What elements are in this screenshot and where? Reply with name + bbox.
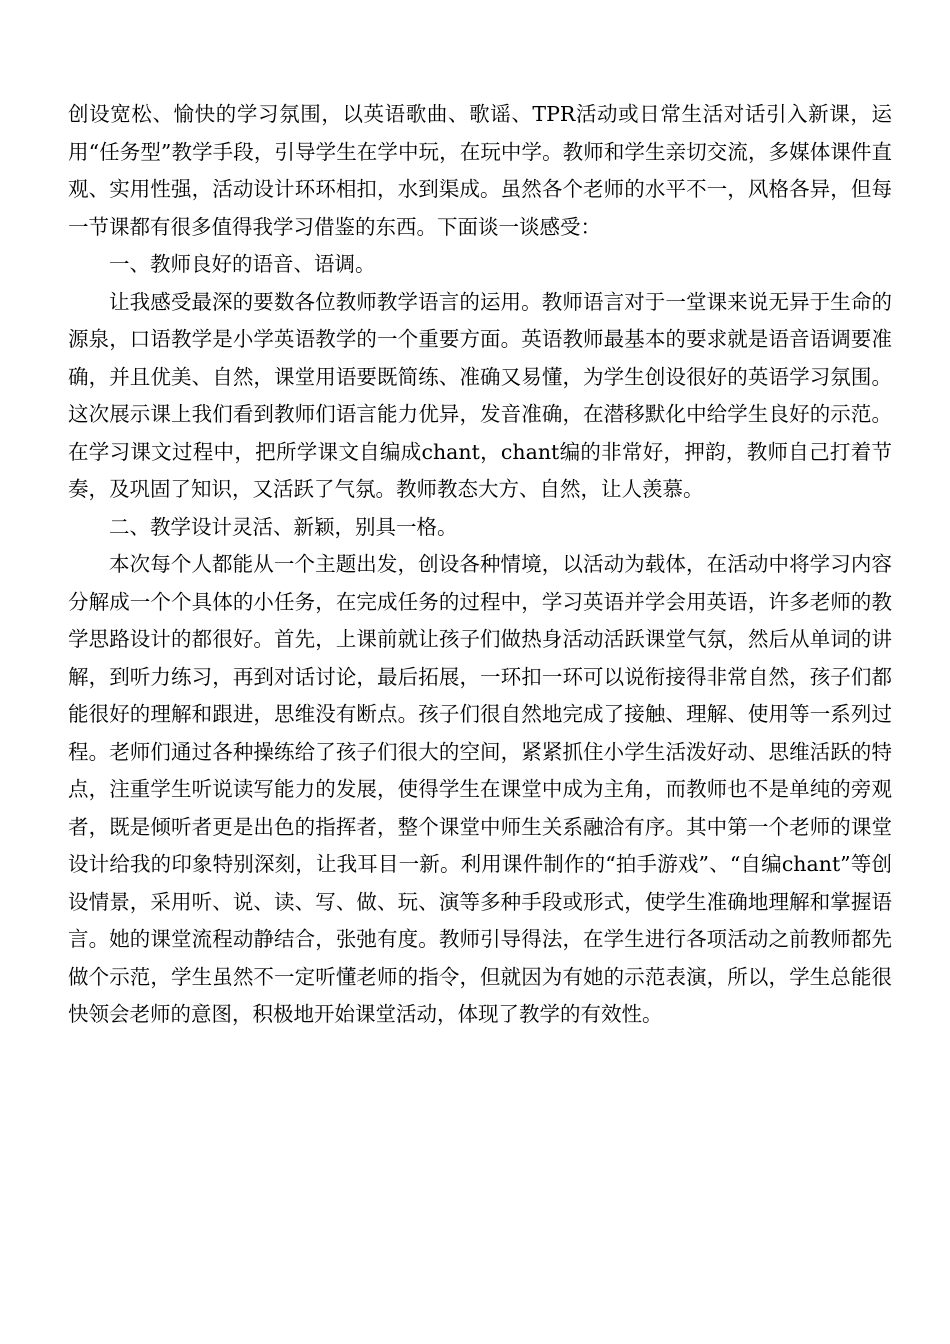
section-1-paragraph: 让我感受最深的要数各位教师教学语言的运用。教师语言对于一堂课来说无异于生命的源泉，口语教学是小学英语教学的一个重要方面。英语教师最基本的要求就是语音语调要准确，并且优美、自然，课堂用语要既简练、准确又易懂，为学生创设很好的英语学习氛围。这次展示课上我们看到教师们语言能力优异，发音准确，在潜移默化中给学生良好的示范。在学习课文过程中，把所学课文自编成chant，chant编的非常好，押韵，教师自己打着节奏，及巩固了知识，又活跃了气氛。教师教态大方、自然，让人羡慕。	[68, 289, 892, 501]
section-2-paragraph: 本次每个人都能从一个主题出发，创设各种情境，以活动为载体，在活动中将学习内容分解成一个个具体的小任务，在完成任务的过程中，学习英语并学会用英语，许多老师的教学思路设计的都很好。首先，上课前就让孩子们做热身活动活跃课堂气氛，然后从单词的讲解，到听力练习，再到对话讨论，最后拓展，一环扣一环可以说衔接得非常自然，孩子们都能很好的理解和跟进，思维没有断点。孩子们很自然地完成了接触、理解、使用等一系列过程。老师们通过各种操练给了孩子们很大的空间，紧紧抓住小学生活泼好动、思维活跃的特点，注重学生听说读写能力的发展，使得学生在课堂中成为主角，而教师也不是单纯的旁观者，既是倾听者更是出色的指挥者，整个课堂中师生关系融洽有序。其中第一个老师的课堂设计给我的印象特别深刻，让我耳目一新。利用课件制作的“拍手游戏”、“自编chant”等创设情景，采用听、说、读、写、做、玩、演等多种手段或形式，使学生准确地理解和掌握语言。她的课堂流程动静结合，张弛有度。教师引导得法，在学生进行各项活动之前教师都先做个示范，学生虽然不一定听懂老师的指令，但就因为有她的示范表演，所以，学生总能很快领会老师的意图，积极地开始课堂活动，体现了教学的有效性。	[68, 552, 892, 1026]
intro-paragraph: 创设宽松、愉快的学习氛围，以英语歌曲、歌谣、TPR活动或日常生活对话引入新课，运用“任务型”教学手段，引导学生在学中玩，在玩中学。教师和学生亲切交流，多媒体课件直观、实用性强，活动设计环环相扣，水到渠成。虽然各个老师的水平不一，风格各异，但每一节课都有很多值得我学习借鉴的东西。下面谈一谈感受：	[68, 102, 892, 239]
section-heading-1: 一、教师良好的语音、语调。	[109, 252, 376, 276]
section-heading-2: 二、教学设计灵活、新颖，别具一格。	[109, 514, 458, 539]
document-page	[68, 96, 892, 1034]
